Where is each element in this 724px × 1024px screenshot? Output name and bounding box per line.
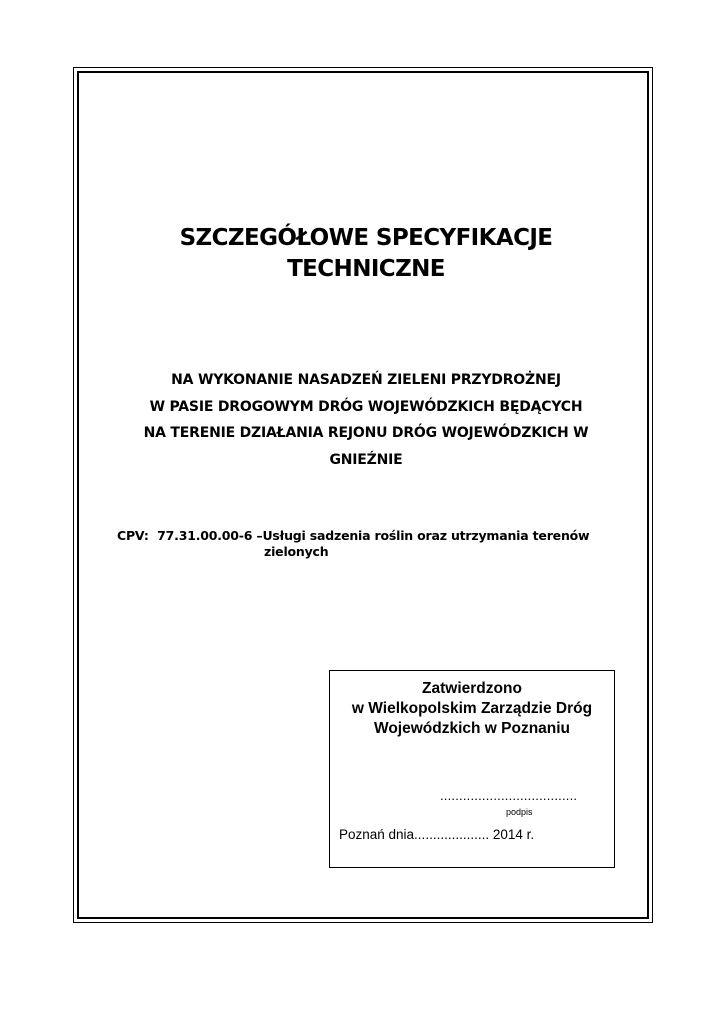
- approval-heading: [330, 679, 614, 739]
- document-title: [79, 223, 653, 285]
- title-line-2: TECHNICZNE: [287, 256, 445, 282]
- cpv-line: [117, 528, 617, 544]
- title-line-1: SZCZEGÓŁOWE SPECYFIKACJE: [179, 225, 553, 251]
- document-subtitle: [109, 367, 623, 473]
- signature-line: ....................................: [440, 788, 578, 803]
- cpv-code-block: [117, 528, 617, 560]
- approval-heading-line-3: Wojewódzkich w Poznaniu: [373, 720, 571, 737]
- cpv-code-text: 77.31.00.00-6 –Usługi sadzenia roślin oraz utrzymania terenów: [157, 528, 590, 543]
- subtitle-line-2: W PASIE DROGOWYM DRÓG WOJEWÓDZKICH BĘDĄCYCH: [149, 398, 583, 415]
- approval-heading-line-2: w Wielkopolskim Zarządzie Dróg: [351, 700, 593, 717]
- cpv-continuation: zielonych: [264, 544, 329, 559]
- subtitle-line-3: NA TERENIE DZIAŁANIA REJONU DRÓG WOJEWÓDZKICH W: [143, 425, 589, 441]
- subtitle-line-1: NA WYKONANIE NASADZEŃ ZIELENI PRZYDROŻNEJ: [171, 372, 561, 388]
- date-line: Poznań dnia.................... 2014 r.: [339, 827, 535, 842]
- page-border-inner: [77, 71, 649, 919]
- page-border-outer: [73, 67, 653, 923]
- cpv-label: CPV:: [117, 528, 149, 543]
- approval-box: [329, 670, 615, 868]
- subtitle-line-4: GNIEŹNIE: [329, 451, 403, 468]
- approval-heading-line-1: Zatwierdzono: [422, 680, 522, 697]
- signature-caption: podpis: [506, 807, 533, 817]
